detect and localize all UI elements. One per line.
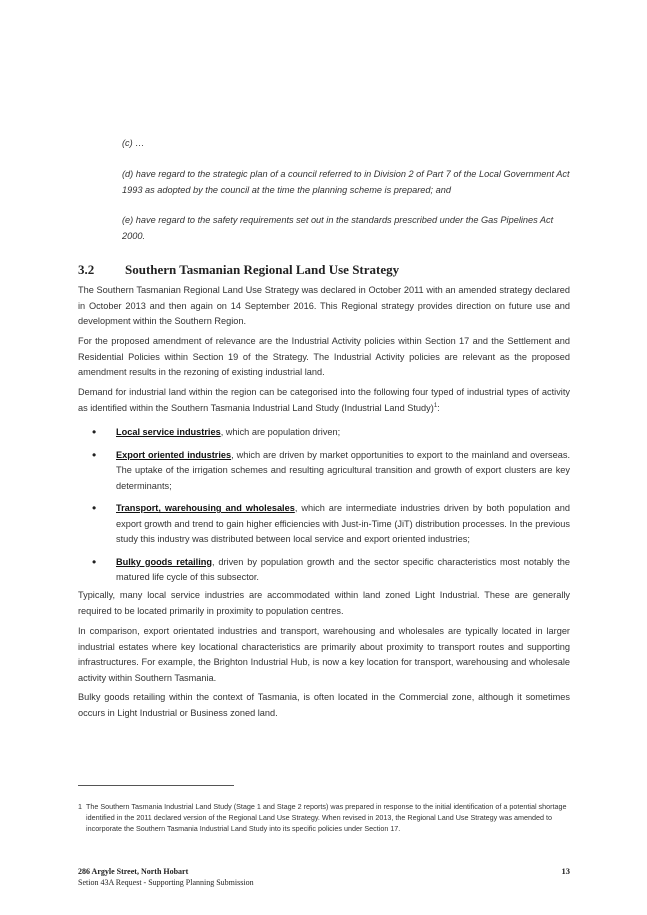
list-item-term: Transport, warehousing and wholesales: [116, 503, 295, 513]
page-number: 13: [561, 866, 570, 876]
list-item-term: Local service industries: [116, 427, 221, 437]
paragraph-3: [78, 385, 570, 416]
list-item: [92, 448, 570, 495]
paragraph-2: For the proposed amendment of relevance are the Industrial Activity policies within Section 17 and the Settlement and Residential Policies within Section 19 of the Strategy. The Industrial Activity policies are relevant as the proposed amendment results in the rezoning of existing industrial land.: [78, 336, 570, 377]
list-item-text: , which are intermediate industries driven by both population and export growth and trend to gain higher efficiencies with Just-in-Time (JiT) distribution processes. In the previous study this industry was distributed between local service and export oriented industries;: [116, 503, 570, 544]
paragraph-3-end: :: [437, 402, 440, 413]
list-item: [92, 555, 570, 586]
bullet-icon: •: [92, 554, 97, 569]
footnote-ref[interactable]: 1: [433, 402, 438, 409]
bullet-icon: •: [92, 447, 97, 462]
section-number: 3.2: [78, 262, 95, 277]
list-item: [92, 425, 570, 441]
quote-e: (e) have regard to the safety requirements set out in the standards prescribed under the Gas Pipelines Act 2000.: [122, 215, 554, 241]
industry-types-list: [92, 425, 570, 586]
section-title: Southern Tasmanian Regional Land Use Strategy: [125, 262, 400, 277]
footnote-divider: [78, 785, 234, 786]
paragraph-5: In comparison, export orientated industries and transport, warehousing and wholesales are typically located in larger industrial estates where key locational characteristics are primarily about proximity to transport routes and supporting infrastructures. For example, the Brighton Industrial Hub, is now a key location for transport, warehousing and wholesale activity within Southern Tasmania.: [78, 626, 570, 683]
paragraph-6: Bulky goods retailing within the context of Tasmania, is often located in the Commercial zone, although it sometimes occurs in Light Industrial or Business zoned land.: [78, 692, 570, 718]
quote-c: (c) …: [122, 138, 145, 148]
section-heading: [78, 262, 399, 278]
footer-address: 286 Argyle Street, North Hobart: [78, 867, 189, 876]
list-item-text: , which are population driven;: [220, 427, 341, 437]
list-item-text: , which are driven by market opportunities to export to the mainland and overseas. The uptake of the irrigation schemes and resulting agricultural transition and growth of export clusters are key determinants;: [116, 449, 570, 491]
footnote: [78, 801, 570, 834]
footnote-number: 1: [78, 802, 82, 811]
paragraph-4: Typically, many local service industries are accommodated within land zoned Light Industrial. These are generally required to be located primarily in proximity to population centres.: [78, 590, 570, 616]
footnote-text: The Southern Tasmania Industrial Land Study (Stage 1 and Stage 2 reports) was prepared in response to the initial identification of a potential shortage identified in the 2011 declared version of the Regional Land Use Strategy. When revised in 2013, the Regional Land Use Strategy was amended to incorporate the Southern Tasmania Industrial Land Study into its specific policies under Section 17.: [86, 802, 567, 833]
list-item-term: Export oriented industries: [116, 449, 232, 460]
footer-subtitle: Setion 43A Request - Supporting Planning Submission: [78, 878, 254, 887]
list-item-text: , driven by population growth and the sector specific characteristics most notably the matured life cycle of this subsector.: [116, 556, 570, 582]
page-footer: [78, 866, 254, 888]
list-item: [92, 501, 570, 548]
bullet-icon: •: [92, 501, 97, 515]
paragraph-1: The Southern Tasmanian Regional Land Use Strategy was declared in October 2011 with an amended strategy declared in October 2013 and then again on 14 September 2016. This Regional strategy provides direction on future use and development within the Southern Region.: [78, 285, 570, 326]
bullet-icon: •: [92, 425, 97, 439]
quote-d: (d) have regard to the strategic plan of a council referred to in Division 2 of Part 7 of the Local Government Act 1993 as adopted by the council at the time the planning scheme is prepared; and: [122, 169, 570, 195]
list-item-term: Bulky goods retailing: [116, 556, 212, 567]
paragraph-3-text: Demand for industrial land within the region can be categorised into the following four typed of industrial types of activity as identified within the Southern Tasmania Industrial Land Study (Industrial Land Study): [78, 387, 570, 413]
